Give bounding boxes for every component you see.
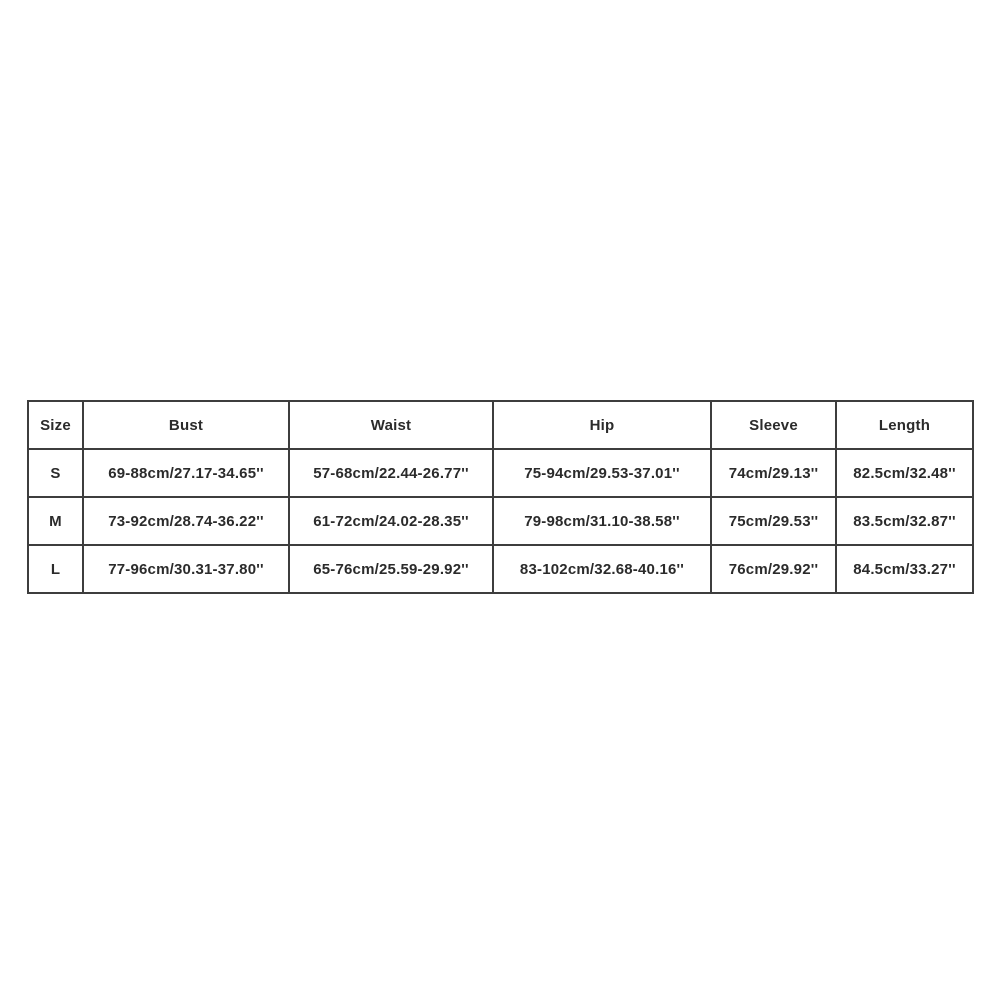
cell-sleeve: 74cm/29.13''	[711, 449, 836, 497]
cell-bust: 73-92cm/28.74-36.22''	[83, 497, 289, 545]
cell-length: 84.5cm/33.27''	[836, 545, 973, 593]
cell-bust: 77-96cm/30.31-37.80''	[83, 545, 289, 593]
table-row-l	[28, 545, 973, 593]
cell-hip: 79-98cm/31.10-38.58''	[493, 497, 711, 545]
cell-bust: 69-88cm/27.17-34.65''	[83, 449, 289, 497]
cell-size: M	[28, 497, 83, 545]
table-row-m	[28, 497, 973, 545]
cell-size: S	[28, 449, 83, 497]
header-bust: Bust	[83, 401, 289, 449]
cell-waist: 57-68cm/22.44-26.77''	[289, 449, 493, 497]
cell-length: 82.5cm/32.48''	[836, 449, 973, 497]
cell-waist: 61-72cm/24.02-28.35''	[289, 497, 493, 545]
cell-hip: 83-102cm/32.68-40.16''	[493, 545, 711, 593]
header-waist: Waist	[289, 401, 493, 449]
header-row	[28, 401, 973, 449]
cell-sleeve: 75cm/29.53''	[711, 497, 836, 545]
header-size: Size	[28, 401, 83, 449]
table-row-s	[28, 449, 973, 497]
cell-waist: 65-76cm/25.59-29.92''	[289, 545, 493, 593]
cell-length: 83.5cm/32.87''	[836, 497, 973, 545]
cell-size: L	[28, 545, 83, 593]
cell-hip: 75-94cm/29.53-37.01''	[493, 449, 711, 497]
header-sleeve: Sleeve	[711, 401, 836, 449]
size-chart-table	[27, 400, 974, 594]
cell-sleeve: 76cm/29.92''	[711, 545, 836, 593]
header-hip: Hip	[493, 401, 711, 449]
header-length: Length	[836, 401, 973, 449]
